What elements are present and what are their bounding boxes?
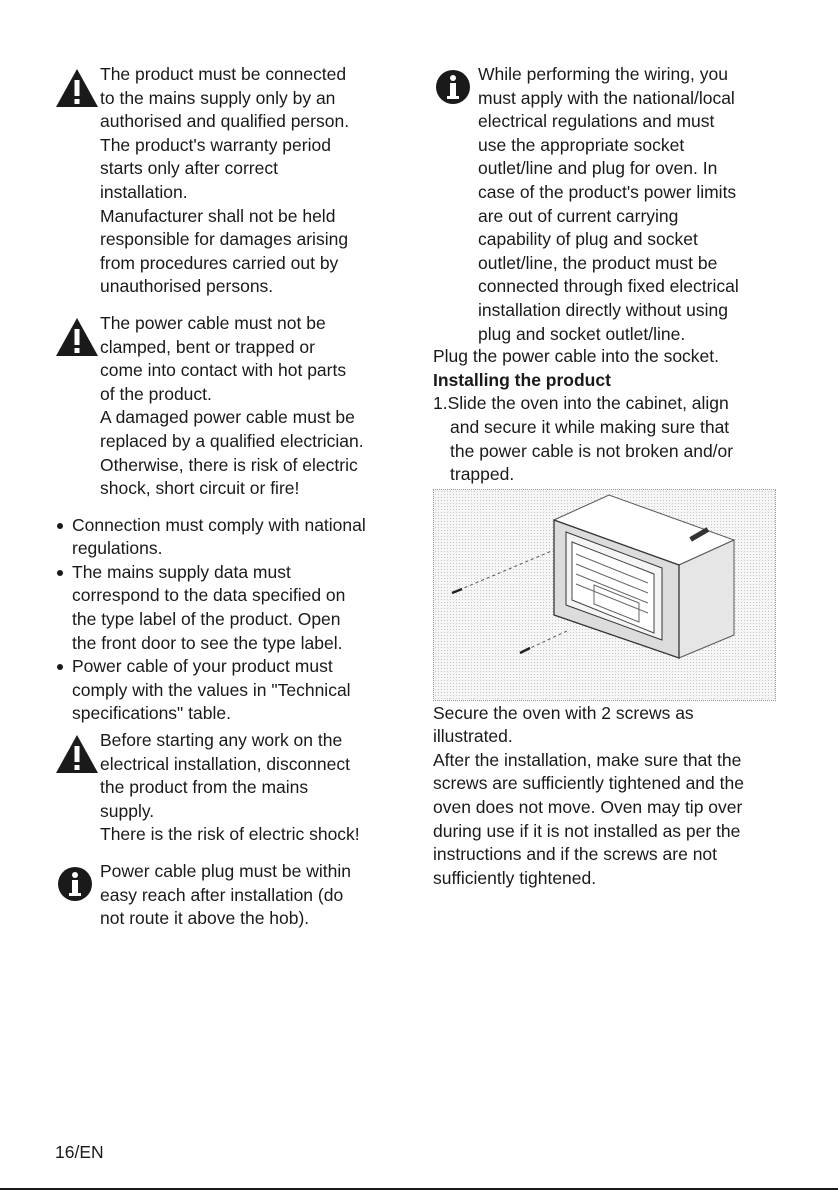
section-heading: Installing the product <box>433 369 611 390</box>
info-text: While performing the wiring, you must apply with the national/local electrical regulations and must use the appropriate socket outlet/line and plug for oven. In case of the product's power limits are out of current carrying capability of plug and socket outlet/line, the product must be connected through fixed electrical installation directly without using plug and socket outlet/line. <box>478 64 739 344</box>
warning-text: Before starting any work on the electrical installation, disconnect the product from the mains supply. There is the risk of electric shock! <box>100 730 360 845</box>
after-installation-text: Secure the oven with 2 screws as illustrated. After the installation, make sure that the screws are sufficiently tightened and the oven does not move. Oven may tip over during use if it is not installed as per the instructions and if the screws are not sufficiently tightened. <box>433 702 744 888</box>
info-icon <box>435 69 471 105</box>
warning-icon <box>55 68 99 108</box>
screw-icon <box>520 648 530 653</box>
oven-installation-illustration <box>433 489 776 701</box>
install-step-1: 1.Slide the oven into the cabinet, align and secure it while making sure that the power cable is not broken and/or trapped. <box>433 393 734 485</box>
screw-icon <box>452 589 462 593</box>
left-column <box>55 63 415 944</box>
list-item: The mains supply data must correspond to the data specified on the type label of the product. Open the front door to see the type label. <box>55 561 415 655</box>
warning-note-power-cable <box>55 312 415 501</box>
page-number: 16/EN <box>55 1142 104 1162</box>
list-item: Power cable of your product must comply with the values in "Technical specifications" table. <box>55 655 415 726</box>
warning-icon <box>55 317 99 357</box>
info-note-plug-reach <box>55 860 415 931</box>
info-text: Power cable plug must be within easy reach after installation (do not route it above the hob). <box>100 861 351 929</box>
oven-drawing <box>434 490 775 700</box>
warning-note-electric-shock <box>55 729 415 847</box>
info-icon <box>57 866 93 902</box>
plug-instruction: Plug the power cable into the socket. <box>433 346 720 367</box>
bullet-list <box>55 514 415 726</box>
warning-text: The power cable must not be clamped, bent or trapped or come into contact with hot parts of the product. A damaged power cable must be replaced by a qualified electrician. Otherwise, there is risk of electric shock, short circuit or fire! <box>100 312 364 499</box>
info-note-wiring <box>433 63 793 346</box>
warning-icon <box>55 734 99 774</box>
bottom-rule <box>0 1188 838 1190</box>
right-column <box>433 63 793 890</box>
warning-note-qualified-person <box>55 63 415 299</box>
list-item: Connection must comply with national regulations. <box>55 514 415 561</box>
warning-text: The product must be connected to the mains supply only by an authorised and qualified person. The product's warranty period starts only after correct installation. Manufacturer shall not be held responsible for damages arising from procedures carried out by unauthorised persons. <box>100 64 350 297</box>
